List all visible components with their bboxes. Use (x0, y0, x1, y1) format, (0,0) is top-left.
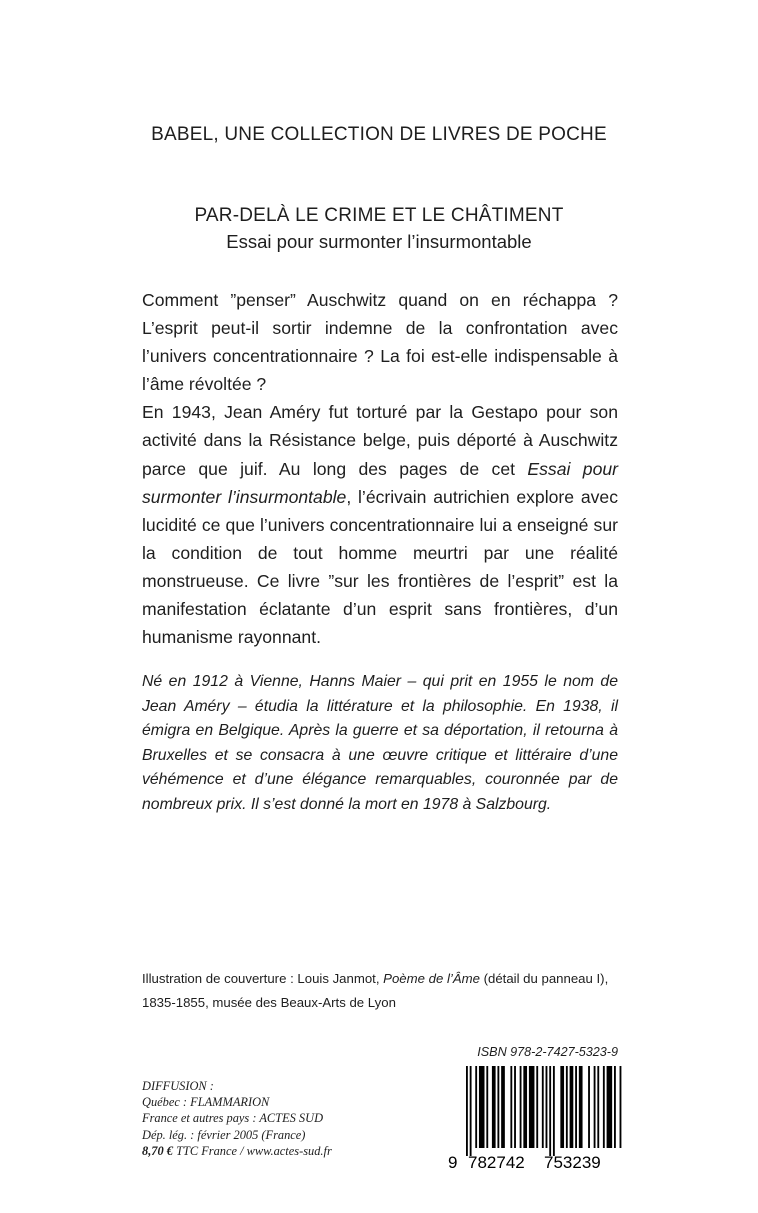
barcode-bar (466, 1066, 468, 1156)
isbn: ISBN 978-2-7427-5323-9 (477, 1045, 618, 1059)
book-subtitle: Essai pour surmonter l’insurmontable (226, 231, 532, 252)
credit-artwork-title: Poème de l’Âme (383, 971, 480, 986)
barcode-bar (520, 1066, 522, 1148)
barcode-bar (501, 1066, 505, 1148)
collection-heading: BABEL, UNE COLLECTION DE LIVRES DE POCHE (151, 124, 607, 145)
legal-deposit: Dép. lég. : février 2005 (France) (142, 1127, 306, 1142)
barcode-bar (566, 1066, 568, 1148)
barcode-bar (514, 1066, 516, 1148)
barcode-bar (579, 1066, 583, 1148)
barcode-bar (597, 1066, 599, 1148)
barcode-bar (549, 1066, 551, 1156)
barcode-bar (470, 1066, 472, 1156)
barcode-bars (466, 1066, 622, 1156)
barcode-bar (607, 1066, 613, 1148)
diffusion-quebec: Québec : FLAMMARION (142, 1095, 270, 1110)
barcode-bar (542, 1066, 544, 1148)
barcode-first-digit: 9 (448, 1153, 458, 1172)
distribution-info (142, 1078, 332, 1159)
barcode-bar (614, 1066, 616, 1148)
credit-text: Illustration de couverture : Louis Janmot, (142, 971, 384, 986)
barcode-bar (620, 1066, 622, 1148)
barcode-bar (553, 1066, 555, 1156)
blurb-book-title: Essai pour surmonter l’insurmontable (142, 458, 619, 507)
credit-line-1 (142, 967, 622, 991)
blurb-text: , l’écrivain autrichien explore avec lucidité ce que l’univers concentrationnaire lui a enseigné sur la condition de tout homme meurtri par une réalité monstrueuse. Ce livre ”sur les frontières de l’esprit” est la manifestation éclatante d’un esprit sans frontières, d’un humanisme rayonnant. (142, 486, 618, 648)
credit-text: (détail du panneau I), (479, 971, 609, 986)
barcode-bar (594, 1066, 596, 1148)
book-title: PAR-DELÀ LE CRIME ET LE CHÂTIMENT (194, 205, 564, 226)
barcode-bar (479, 1066, 485, 1148)
barcode-digits-left: 782742 (468, 1153, 525, 1172)
price-line (142, 1143, 332, 1159)
barcode-bar (497, 1066, 499, 1148)
barcode-bar (475, 1066, 477, 1148)
blurb-paragraph-1: Comment ”penser” Auschwitz quand on en réchappa ? L’esprit peut-il sortir indemne de la confrontation avec l’univers concentrationnaire ? La foi est-elle indispensable à l’âme révoltée ? (142, 290, 618, 395)
blurb-paragraph-2 (142, 398, 618, 651)
barcode (446, 1066, 622, 1172)
barcode-bar (570, 1066, 574, 1148)
barcode-bar (529, 1066, 535, 1148)
diffusion-heading: DIFFUSION : (142, 1079, 214, 1093)
barcode-bar (492, 1066, 496, 1148)
barcode-bar (588, 1066, 590, 1148)
price-details: TTC France / www.actes-sud.fr (172, 1143, 332, 1158)
blurb (142, 286, 618, 651)
barcode-bar (486, 1066, 488, 1148)
barcode-bar (603, 1066, 605, 1148)
credit-line-2: 1835-1855, musée des Beaux-Arts de Lyon (142, 995, 396, 1010)
barcode-bar (546, 1066, 548, 1148)
author-bio: Né en 1912 à Vienne, Hanns Maier – qui prit en 1955 le nom de Jean Améry – étudia la littérature et la philosophie. En 1938, il émigra en Belgique. Après la guerre et sa déportation, il retourna à Bruxelles et se consacra à une œuvre critique et littéraire d’une véhémence et d’une élégance remarquables, couronnée par de nombreux prix. Il s’est donné la mort en 1978 à Salzbourg. (142, 673, 618, 813)
blurb-text: En 1943, Jean Améry fut torturé par la Gestapo pour son activité dans la Résistance belge, puis déporté à Auschwitz parce que juif. Au long des pages de cet (142, 402, 618, 479)
barcode-bar (536, 1066, 538, 1148)
barcode-bar (510, 1066, 512, 1148)
price: 8,70 € (142, 1143, 173, 1158)
cover-credit (142, 967, 622, 1015)
barcode-digits-right: 753239 (544, 1153, 601, 1172)
barcode-bar (575, 1066, 577, 1148)
barcode-bar (523, 1066, 527, 1148)
barcode-bar (560, 1066, 564, 1148)
diffusion-france: France et autres pays : ACTES SUD (142, 1111, 324, 1126)
